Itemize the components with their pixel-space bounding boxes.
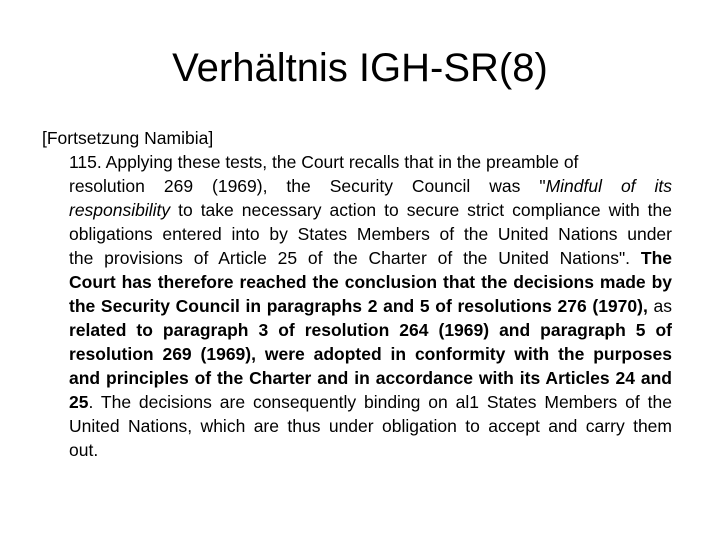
paragraph-line (69, 390, 672, 414)
text-segment-italic: responsibility (69, 200, 171, 220)
line-text (69, 318, 672, 342)
text-segment-normal: as (647, 296, 672, 316)
text-segment-normal: obligations entered into by States Members of the United Nations under (69, 224, 672, 244)
line-text (69, 150, 672, 174)
line-text (69, 246, 672, 270)
slide-title: Verhältnis IGH-SR(8) (172, 46, 548, 90)
paragraph-line (69, 294, 672, 318)
line-text (69, 366, 672, 390)
paragraph-line (69, 150, 672, 174)
quoted-paragraph (69, 150, 672, 462)
line-text (69, 222, 672, 246)
text-segment-bold: related to paragraph 3 of resolution 264 (1969) and paragraph 5 of (69, 320, 672, 340)
text-segment-normal: the provisions of Article 25 of the Charter of the United Nations". (69, 248, 641, 268)
text-segment-normal: United Nations, which are thus under obligation to accept and carry them (69, 416, 672, 436)
paragraph-line (69, 246, 672, 270)
text-segment-bold: and principles of the Charter and in accordance with its Articles 24 and (69, 368, 672, 388)
text-segment-normal: 115. Applying these tests, the Court recalls that in the preamble of (69, 152, 579, 172)
line-text (69, 174, 672, 198)
text-segment-bold: The (640, 248, 672, 268)
line-text (69, 438, 672, 462)
line-text (69, 294, 672, 318)
slide-body (42, 126, 682, 462)
paragraph-line (69, 222, 672, 246)
paragraph-line (69, 366, 672, 390)
line-text (69, 270, 672, 294)
paragraph-line (69, 342, 672, 366)
paragraph-line (69, 318, 672, 342)
text-segment-normal: to take necessary action to secure strict compliance with the (170, 200, 672, 220)
line-text (69, 342, 672, 366)
paragraph-line (69, 438, 672, 462)
text-segment-bold: Court has therefore reached the conclusion that the decisions made by (69, 272, 672, 292)
text-segment-normal: out. (69, 440, 99, 460)
text-segment-bold: the Security Council in paragraphs 2 and 5 of resolutions 276 (1970), (69, 296, 648, 316)
paragraph-line (69, 414, 672, 438)
text-segment-normal: resolution 269 (1969), the Security Council was " (69, 176, 546, 196)
text-segment-bold: 25 (69, 392, 89, 412)
section-label: [Fortsetzung Namibia] (42, 128, 214, 148)
text-segment-bold: resolution 269 (1969), were adopted in conformity with the purposes (69, 344, 672, 364)
line-text (69, 198, 672, 222)
paragraph-line (69, 198, 672, 222)
line-text (69, 390, 672, 414)
line-text (69, 414, 672, 438)
paragraph-line (69, 174, 672, 198)
text-segment-normal: . The decisions are consequently binding on al1 States Members of the (88, 392, 672, 412)
text-segment-italic: Mindful of its (545, 176, 673, 196)
paragraph-line (69, 270, 672, 294)
